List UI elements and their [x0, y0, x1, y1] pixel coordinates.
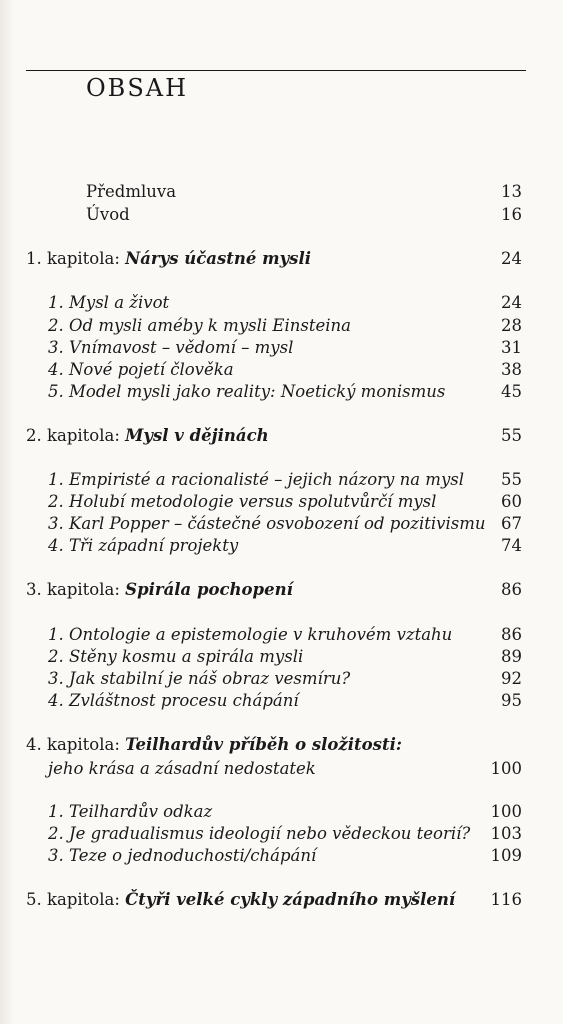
toc-item[interactable]	[48, 645, 522, 669]
toc-entry-label: 2. Stěny kosmu a spirála mysli	[48, 647, 304, 666]
toc-item[interactable]	[48, 822, 522, 846]
toc-entry-label: 2. Je gradualismus ideologií nebo vědeckou teorií?	[48, 824, 471, 843]
toc-item[interactable]	[48, 800, 522, 824]
toc-page-number: 55	[501, 470, 522, 489]
toc-page-number: 60	[501, 492, 522, 511]
toc-page-number: 95	[501, 691, 522, 710]
toc-entry-label: 3. Teze o jednoduchosti/chápání	[48, 846, 317, 865]
toc-entry-label: 3. Vnímavost – vědomí – mysl	[48, 338, 294, 357]
toc-item[interactable]	[48, 844, 522, 868]
toc-item[interactable]	[48, 358, 522, 382]
toc-entry-label: 1. Mysl a život	[48, 293, 170, 312]
toc-entry-label: 5. kapitola:	[26, 890, 120, 909]
toc-page-number: 31	[501, 338, 522, 357]
toc-page-number: 55	[501, 426, 522, 445]
toc-entry-label: 5. Model mysli jako reality: Noetický monismus	[48, 382, 446, 401]
toc-page-number: 67	[501, 514, 522, 533]
toc-page-number: 103	[490, 824, 522, 843]
toc-chapter-1[interactable]	[26, 247, 522, 271]
toc-entry-label: Nárys účastné mysli	[125, 249, 311, 268]
toc-entry-label: jeho krása a zásadní nedostatek	[48, 759, 316, 778]
toc-page-number: 86	[501, 580, 522, 599]
toc-chapter-4-subtitle[interactable]	[48, 757, 522, 781]
toc-entry-label: 4. Tři západní projekty	[48, 536, 239, 555]
toc-page-number: 92	[501, 669, 522, 688]
toc-entry-label: Spirála pochopení	[125, 580, 293, 599]
toc-entry-label: 3. Jak stabilní je náš obraz vesmíru?	[48, 669, 351, 688]
toc-item[interactable]	[48, 689, 522, 713]
toc-entry-label: 3. kapitola:	[26, 580, 120, 599]
toc-entry-label: 2. Od mysli améby k mysli Einsteina	[48, 316, 351, 335]
toc-item[interactable]	[48, 623, 522, 647]
toc-front-item[interactable]	[86, 180, 522, 204]
toc-entry-label: 1. Teilhardův odkaz	[48, 802, 213, 821]
toc-item[interactable]	[48, 490, 522, 514]
toc-item[interactable]	[48, 291, 522, 315]
toc-page-number: 38	[501, 360, 522, 379]
toc-item[interactable]	[48, 380, 522, 404]
toc-entry-label: 1. Ontologie a epistemologie v kruhovém vztahu	[48, 625, 453, 644]
toc-entry-label: 1. kapitola:	[26, 249, 120, 268]
toc-page-number: 24	[501, 249, 522, 268]
toc-item[interactable]	[48, 336, 522, 360]
toc-page-number: 109	[490, 846, 522, 865]
toc-entry-label: 2. kapitola:	[26, 426, 120, 445]
top-rule	[26, 70, 526, 71]
toc-entry-label: 4. Zvláštnost procesu chápání	[48, 691, 299, 710]
toc-page-number: 45	[501, 382, 522, 401]
toc-entry-label: 2. Holubí metodologie versus spolutvůrčí mysl	[48, 492, 437, 511]
toc-entry-label: 4. kapitola:	[26, 735, 120, 754]
toc-page-number: 100	[490, 802, 522, 821]
toc-entry-label: Mysl v dějinách	[125, 426, 269, 445]
toc-chapter-5[interactable]	[26, 888, 522, 912]
toc-page-number: 86	[501, 625, 522, 644]
toc-page-number: 16	[501, 205, 522, 224]
toc-entry-label: 1. Empiristé a racionalisté – jejich názory na mysl	[48, 470, 465, 489]
toc-front-item[interactable]	[86, 203, 522, 227]
toc-page-number: 74	[501, 536, 522, 555]
toc-item[interactable]	[48, 534, 522, 558]
toc-entry-label: Úvod	[86, 205, 130, 224]
page-edge-shadow	[0, 0, 14, 1024]
toc-page-number: 116	[490, 890, 522, 909]
page-title: OBSAH	[86, 74, 189, 102]
toc-item[interactable]	[48, 512, 522, 536]
toc-chapter-2[interactable]	[26, 424, 522, 448]
toc-chapter-3[interactable]	[26, 578, 522, 602]
toc-page-number: 89	[501, 647, 522, 666]
toc-page-number: 100	[490, 759, 522, 778]
toc-entry-label: Předmluva	[86, 182, 177, 201]
toc-page-number: 28	[501, 316, 522, 335]
toc-item[interactable]	[48, 314, 522, 338]
toc-page-number: 24	[501, 293, 522, 312]
toc-chapter-4[interactable]	[26, 733, 522, 757]
toc-page-number: 13	[501, 182, 522, 201]
toc-entry-label: 3. Karl Popper – částečné osvobození od pozitivismu	[48, 514, 486, 533]
toc-entry-label: 4. Nové pojetí člověka	[48, 360, 234, 379]
toc-entry-label: Čtyři velké cykly západního myšlení	[125, 890, 456, 909]
toc-item[interactable]	[48, 468, 522, 492]
toc-entry-label: Teilhardův příběh o složitosti:	[125, 735, 402, 754]
toc-item[interactable]	[48, 667, 522, 691]
